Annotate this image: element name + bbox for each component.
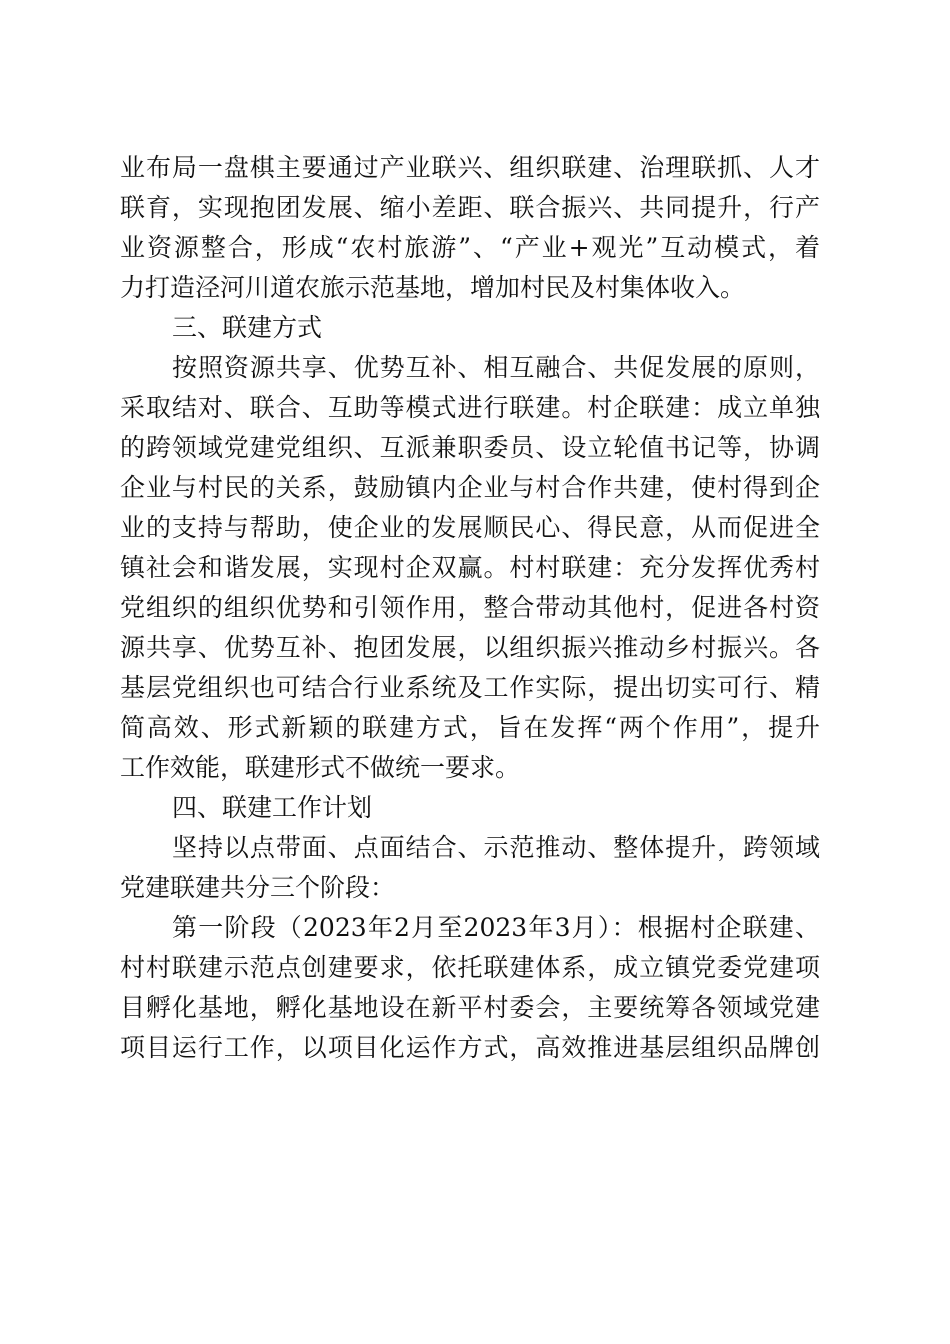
paragraph-line: 的跨领域党建党组织、互派兼职委员、设立轮值书记等，协调 — [120, 433, 820, 462]
section-heading: 三、联建方式 — [172, 313, 323, 342]
paragraph-line: 按照资源共享、优势互补、相互融合、共促发展的原则， — [172, 353, 820, 382]
paragraph-line: 项目运行工作，以项目化运作方式，高效推进基层组织品牌创 — [120, 1033, 820, 1062]
paragraph-line: 简高效、形式新颖的联建方式，旨在发挥“两个作用”，提升 — [120, 713, 820, 742]
paragraph-line: 目孵化基地，孵化基地设在新平村委会，主要统筹各领域党建 — [120, 993, 820, 1022]
paragraph-line: 联育，实现抱团发展、缩小差距、联合振兴、共同提升，行产 — [120, 193, 820, 222]
document-body — [120, 148, 820, 1068]
paragraph-line: 村村联建示范点创建要求，依托联建体系，成立镇党委党建项 — [120, 953, 820, 982]
paragraph-line: 业布局一盘棋主要通过产业联兴、组织联建、治理联抓、人才 — [120, 153, 820, 182]
paragraph-line: 党建联建共分三个阶段： — [120, 873, 396, 902]
paragraph-line: 第一阶段（2023年2月至2023年3月）：根据村企联建、 — [172, 913, 820, 942]
paragraph-line: 采取结对、联合、互助等模式进行联建。村企联建：成立单独 — [120, 393, 820, 422]
paragraph-line: 党组织的组织优势和引领作用，整合带动其他村，促进各村资 — [120, 593, 820, 622]
paragraph-line: 基层党组织也可结合行业系统及工作实际，提出切实可行、精 — [120, 673, 820, 702]
paragraph-line: 力打造泾河川道农旅示范基地，增加村民及村集体收入。 — [120, 273, 746, 302]
paragraph-line: 业资源整合，形成“农村旅游”、“产业+观光”互动模式，着 — [120, 233, 820, 262]
paragraph-line: 工作效能，联建形式不做统一要求。 — [120, 753, 521, 782]
paragraph-line: 企业与村民的关系，鼓励镇内企业与村合作共建，使村得到企 — [120, 473, 820, 502]
section-heading: 四、联建工作计划 — [172, 793, 373, 822]
paragraph-line: 镇社会和谐发展，实现村企双赢。村村联建：充分发挥优秀村 — [120, 553, 820, 582]
paragraph-line: 源共享、优势互补、抱团发展，以组织振兴推动乡村振兴。各 — [120, 633, 820, 662]
paragraph-line: 坚持以点带面、点面结合、示范推动、整体提升，跨领域 — [172, 833, 820, 862]
paragraph-line: 业的支持与帮助，使企业的发展顺民心、得民意，从而促进全 — [120, 513, 820, 542]
